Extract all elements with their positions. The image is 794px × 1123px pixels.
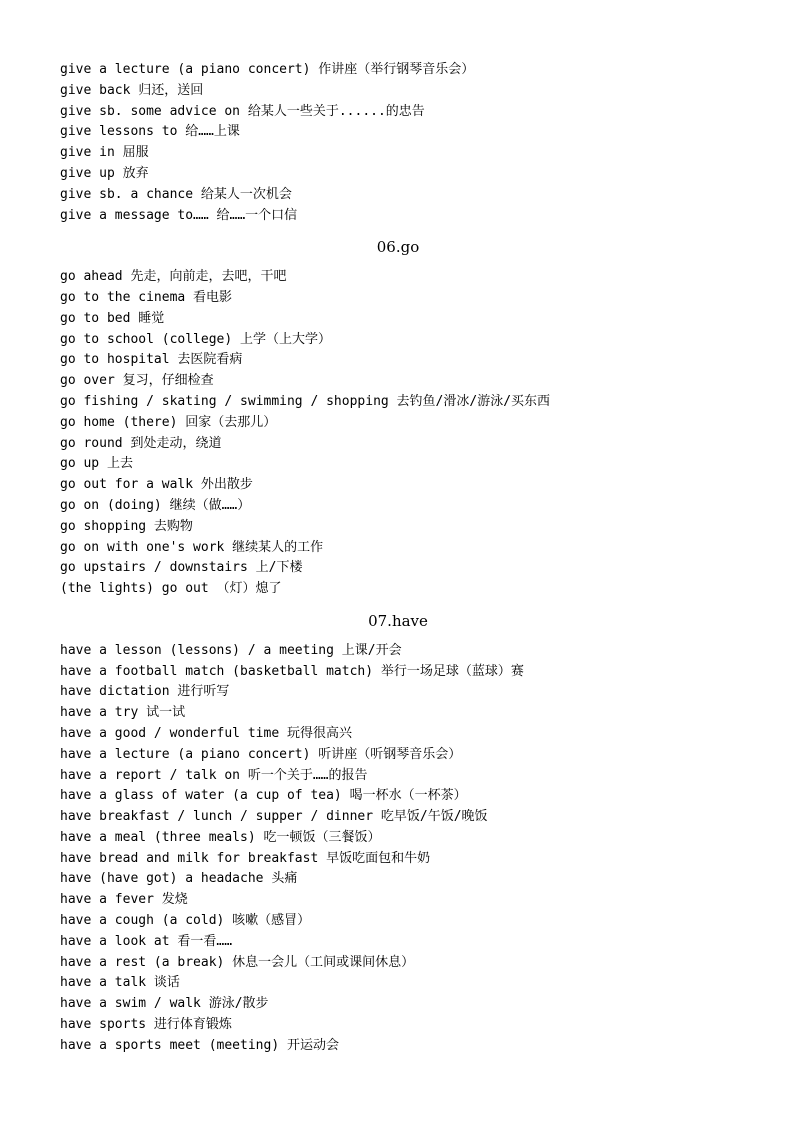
phrase-section [60, 237, 740, 600]
phrase-entry: have a good / wonderful time 玩得很高兴 [60, 725, 352, 741]
phrase-entry: have a swim / walk 游泳/散步 [60, 996, 269, 1012]
phrase-entry: give a lecture (a piano concert) 作讲座（举行钢琴音乐会） [60, 62, 475, 77]
phrase-entry: have a talk 谈话 [60, 975, 180, 991]
phrase-entry: have a try 试一试 [60, 705, 186, 721]
section-heading: 06.go [376, 238, 420, 257]
phrase-section [60, 611, 740, 1057]
phrase-entry: have a sports meet (meeting) 开运动会 [60, 1037, 339, 1053]
phrase-entry: give back 归还，送回 [60, 82, 204, 98]
phrase-entry: go to bed 睡觉 [60, 310, 165, 326]
phrase-entry: have a lecture (a piano concert) 听讲座（听钢琴音乐会） [60, 746, 462, 762]
phrase-entry: give lessons to 给……上课 [60, 124, 240, 140]
phrase-entry: go on (doing) 继续（做……） [60, 497, 251, 513]
phrase-entry: have bread and milk for breakfast 早饭吃面包和牛奶 [60, 850, 431, 866]
phrase-section [60, 60, 740, 226]
phrase-entry: give up 放弃 [60, 165, 149, 181]
phrase-entry: go fishing / skating / swimming / shopping 去钓鱼/滑冰/游泳/买东西 [60, 393, 551, 409]
phrase-entry: go to hospital 去医院看病 [60, 352, 243, 368]
phrase-entry: go round 到处走动，绕道 [60, 435, 222, 451]
phrase-entry: have a football match (basketball match) 举行一场足球（蓝球）赛 [60, 663, 524, 679]
phrase-entry: go to school (college) 上学（上大学） [60, 331, 332, 347]
document-page [60, 60, 740, 1057]
section-heading: 07.have [368, 611, 428, 630]
phrase-entry: go shopping 去购物 [60, 518, 193, 534]
phrase-entry: give in 屈服 [60, 145, 149, 161]
phrase-entry: go on with one's work 继续某人的工作 [60, 539, 324, 555]
phrase-entry: give a message to…… 给……一个口信 [60, 207, 298, 223]
phrase-entry: go to the cinema 看电影 [60, 289, 233, 305]
phrase-entry: (the lights) go out （灯）熄了 [60, 581, 282, 597]
phrase-entry: have breakfast / lunch / supper / dinner 吃早饭/午饭/晚饭 [60, 809, 488, 825]
phrase-entry: give sb. a chance 给某人一次机会 [60, 186, 292, 202]
phrase-entry: have a cough (a cold) 咳嗽（感冒） [60, 913, 311, 929]
phrase-entry: have a rest (a break) 休息一会儿（工间或课间休息） [60, 954, 415, 970]
phrase-entry: go ahead 先走，向前走，去吧，干吧 [60, 269, 287, 285]
phrase-entry: go home (there) 回家（去那儿） [60, 414, 277, 430]
phrase-entry: go upstairs / downstairs 上/下楼 [60, 560, 303, 576]
phrase-entry: have sports 进行体育锻炼 [60, 1017, 232, 1033]
phrase-entry: go over 复习，仔细检查 [60, 373, 214, 389]
phrase-entry: have a look at 看一看…… [60, 933, 233, 949]
phrase-entry: go up 上去 [60, 456, 133, 472]
phrase-entry: go out for a walk 外出散步 [60, 477, 253, 493]
phrase-entry: have a fever 发烧 [60, 892, 188, 908]
phrase-entry: give sb. some advice on 给某人一些关于......的忠告 [60, 103, 425, 119]
phrase-entry: have (have got) a headache 头痛 [60, 871, 298, 887]
phrase-entry: have a lesson (lessons) / a meeting 上课/开会 [60, 642, 402, 658]
phrase-entry: have a meal (three meals) 吃一顿饭（三餐饭） [60, 829, 381, 845]
phrase-entry: have a report / talk on 听一个关于……的报告 [60, 767, 368, 783]
phrase-entry: have dictation 进行听写 [60, 684, 230, 700]
phrase-entry: have a glass of water (a cup of tea) 喝一杯水（一杯茶） [60, 788, 467, 804]
